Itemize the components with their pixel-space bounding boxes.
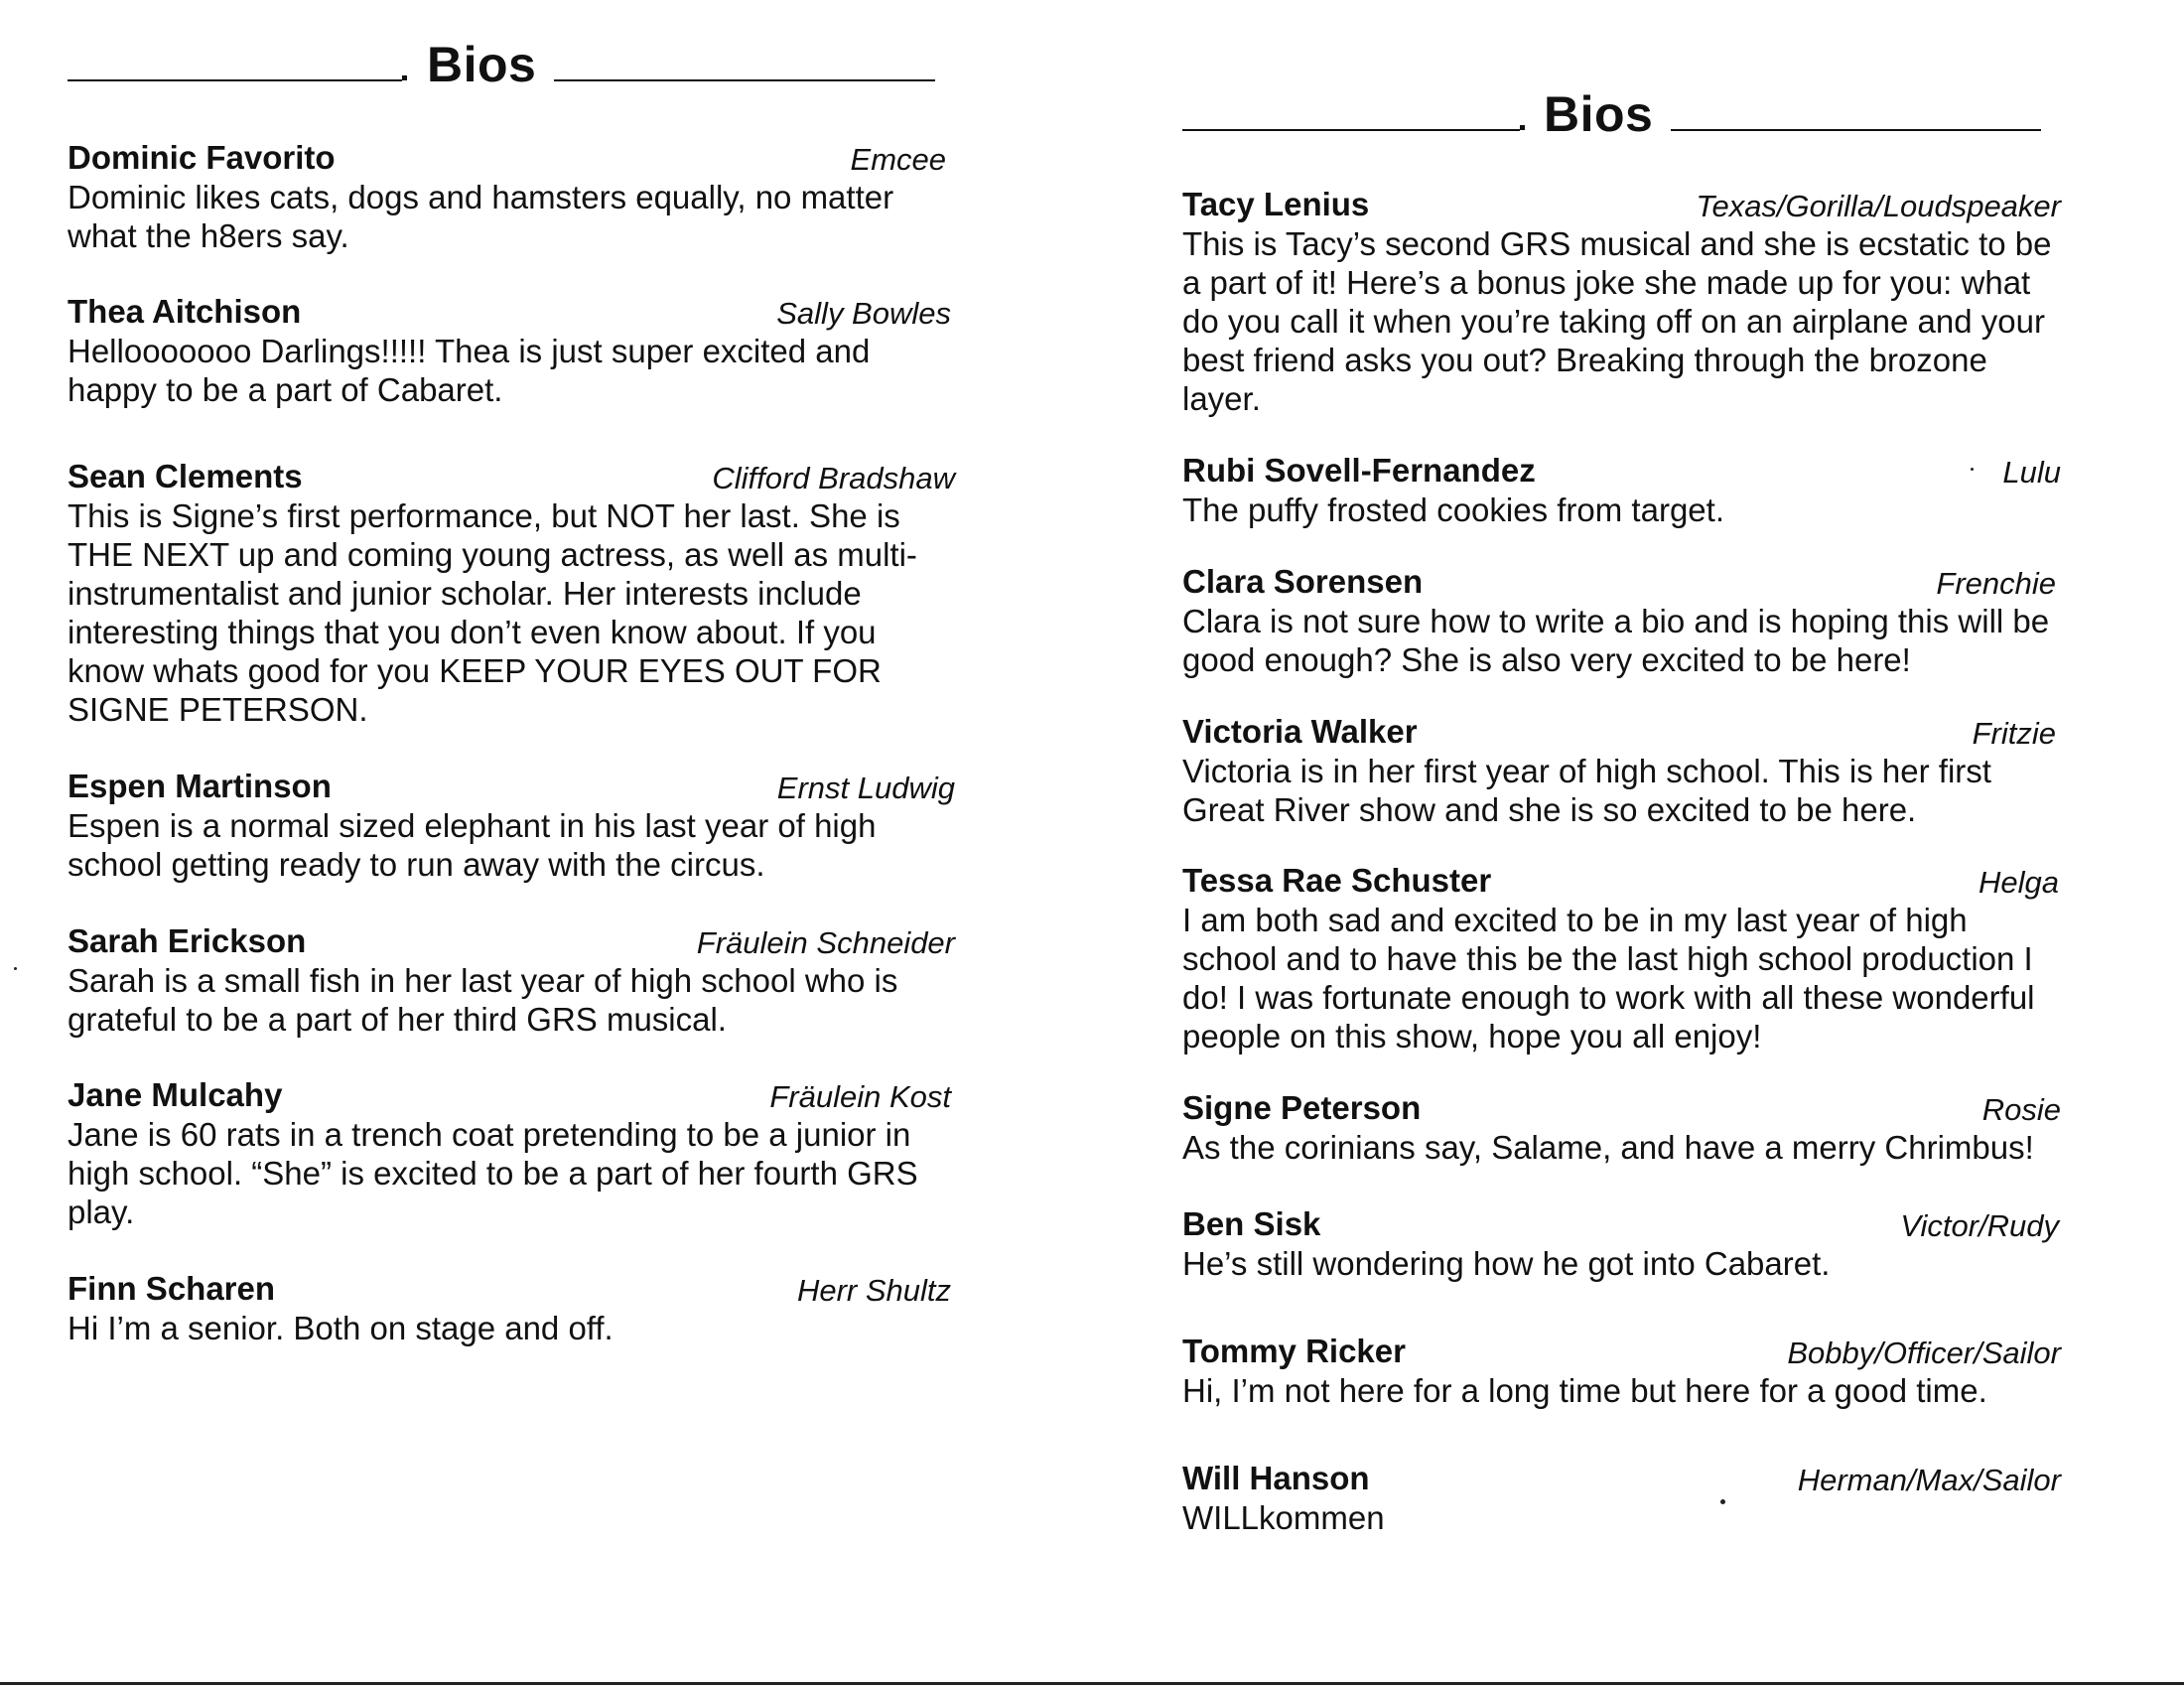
bio-role: Emcee: [850, 142, 946, 177]
bio-text: The puffy frosted cookies from target.: [1182, 492, 1724, 528]
bio-text: Victoria is in her first year of high school. This is her first Great River show and she is so excited to be here.: [1182, 753, 1991, 828]
bio-text: Sarah is a small fish in her last year of high school who is grateful to be a part of her third GRS musical.: [68, 962, 898, 1038]
bio-entry-jane-mulcahy: [68, 1075, 951, 1231]
bio-name: Tommy Ricker: [1182, 1333, 1406, 1369]
bio-name: Thea Aitchison: [68, 293, 302, 330]
bio-text: Jane is 60 rats in a trench coat pretending to be a junior in high school. “She” is excited to be a part of her fourth GRS play.: [68, 1116, 918, 1230]
bio-role: Fräulein Kost: [769, 1079, 951, 1114]
bio-name: Ben Sisk: [1182, 1205, 1321, 1242]
bio-text: Hi I’m a senior. Both on stage and off.: [68, 1310, 614, 1346]
bio-entry-tacy-lenius: [1182, 185, 2061, 418]
bio-entry-espen-martinson: [68, 767, 955, 884]
bio-entry-will-hanson: [1182, 1459, 2061, 1537]
bio-name: Finn Scharen: [68, 1270, 276, 1307]
bio-entry-sean-clements: [68, 457, 955, 729]
bio-role: Fritzie: [1972, 716, 2056, 751]
bio-entry-tommy-ricker: [1182, 1332, 2061, 1410]
bio-name: Victoria Walker: [1182, 713, 1418, 750]
bio-text: I am both sad and excited to be in my last year of high school and to have this be the last high school production I do! I was fortunate enough to work with all these wonderful people on this show, hope you all enjoy!: [1182, 902, 2035, 1055]
header-rule-right: [554, 79, 935, 81]
bio-text: Dominic likes cats, dogs and hamsters equally, no matter what the h8ers say.: [68, 179, 894, 254]
bio-name: Sean Clements: [68, 458, 303, 494]
bio-entry-thea-aitchison: [68, 292, 951, 409]
right-page-header: [1182, 77, 2056, 157]
bio-name: Dominic Favorito: [68, 139, 336, 176]
scan-speck: [1971, 468, 1974, 471]
bio-entry-victoria-walker: [1182, 712, 2056, 829]
bio-text: As the corinians say, Salame, and have a merry Chrimbus!: [1182, 1129, 2034, 1166]
bio-entry-signe-peterson: [1182, 1088, 2061, 1167]
header-rule-left: [1182, 129, 1520, 131]
bio-role: Fräulein Schneider: [696, 925, 955, 960]
header-rule-dot: [1520, 125, 1525, 130]
bio-name: Signe Peterson: [1182, 1089, 1422, 1126]
bio-entry-finn-scharen: [68, 1269, 951, 1347]
bio-role: Victor/Rudy: [1900, 1208, 2059, 1243]
bio-text: This is Tacy’s second GRS musical and she is ecstatic to be a part of it! Here’s a bonus joke she made up for you: what do you call it when you’re taking off on an airplane and your best friend asks you out? Breaking through the brozone layer.: [1182, 225, 2052, 417]
scan-bottom-edge: [0, 1682, 2184, 1685]
bio-name: Clara Sorensen: [1182, 563, 1424, 600]
bio-role: Lulu: [2002, 455, 2061, 490]
header-rule-left: [68, 79, 402, 81]
header-rule-dot: [402, 75, 407, 80]
page-title: Bios: [1544, 86, 1654, 142]
bio-entry-rubi-sovell-fernandez: [1182, 451, 2061, 529]
bio-name: Sarah Erickson: [68, 922, 307, 959]
bio-entry-tessa-rae-schuster: [1182, 861, 2059, 1055]
left-page: [68, 0, 955, 1688]
bio-entry-sarah-erickson: [68, 921, 955, 1039]
bio-text: Hi, I’m not here for a long time but here for a good time.: [1182, 1372, 1987, 1409]
page-title: Bios: [427, 37, 537, 92]
right-page: [1182, 0, 2061, 1688]
bio-role: Sally Bowles: [776, 296, 951, 331]
bio-text: Clara is not sure how to write a bio and is hoping this will be good enough? She is also very excited to be here!: [1182, 603, 2050, 678]
bio-role: Frenchie: [1936, 566, 2056, 601]
bio-role: Bobby/Officer/Sailor: [1787, 1336, 2061, 1370]
bio-text: Espen is a normal sized elephant in his last year of high school getting ready to run away with the circus.: [68, 807, 877, 883]
bio-role: Texas/Gorilla/Loudspeaker: [1696, 189, 2061, 223]
bio-role: Clifford Bradshaw: [712, 461, 955, 495]
bio-text: Hellooooooo Darlings!!!!! Thea is just super excited and happy to be a part of Cabaret.: [68, 333, 871, 408]
header-rule-right: [1671, 129, 2041, 131]
bio-text: This is Signe’s first performance, but NOT her last. She is THE NEXT up and coming young actress, as well as multi-instrumentalist and junior scholar. Her interests include interesting things that you don’t even know about. If you know whats good for you KEEP YOUR EYES OUT FOR SIGNE PETERSON.: [68, 497, 917, 728]
left-page-header: [68, 28, 941, 107]
bio-role: Helga: [1979, 865, 2059, 900]
bio-name: Tessa Rae Schuster: [1182, 862, 1492, 899]
bio-text: He’s still wondering how he got into Cabaret.: [1182, 1245, 1831, 1282]
bio-name: Tacy Lenius: [1182, 186, 1370, 222]
scan-speck: [1720, 1499, 1725, 1504]
bio-name: Espen Martinson: [68, 768, 332, 804]
bio-name: Will Hanson: [1182, 1460, 1370, 1496]
bio-entry-ben-sisk: [1182, 1204, 2059, 1283]
bio-role: Herman/Max/Sailor: [1797, 1463, 2061, 1497]
bio-role: Ernst Ludwig: [776, 771, 955, 805]
bio-text: WILLkommen: [1182, 1499, 1385, 1536]
bio-role: Herr Shultz: [796, 1273, 951, 1308]
bio-name: Rubi Sovell-Fernandez: [1182, 452, 1536, 489]
bio-entry-dominic-favorito: [68, 138, 946, 255]
scan-speck: [14, 967, 17, 970]
bio-entry-clara-sorensen: [1182, 562, 2056, 679]
bio-name: Jane Mulcahy: [68, 1076, 283, 1113]
bio-role: Rosie: [1981, 1092, 2061, 1127]
